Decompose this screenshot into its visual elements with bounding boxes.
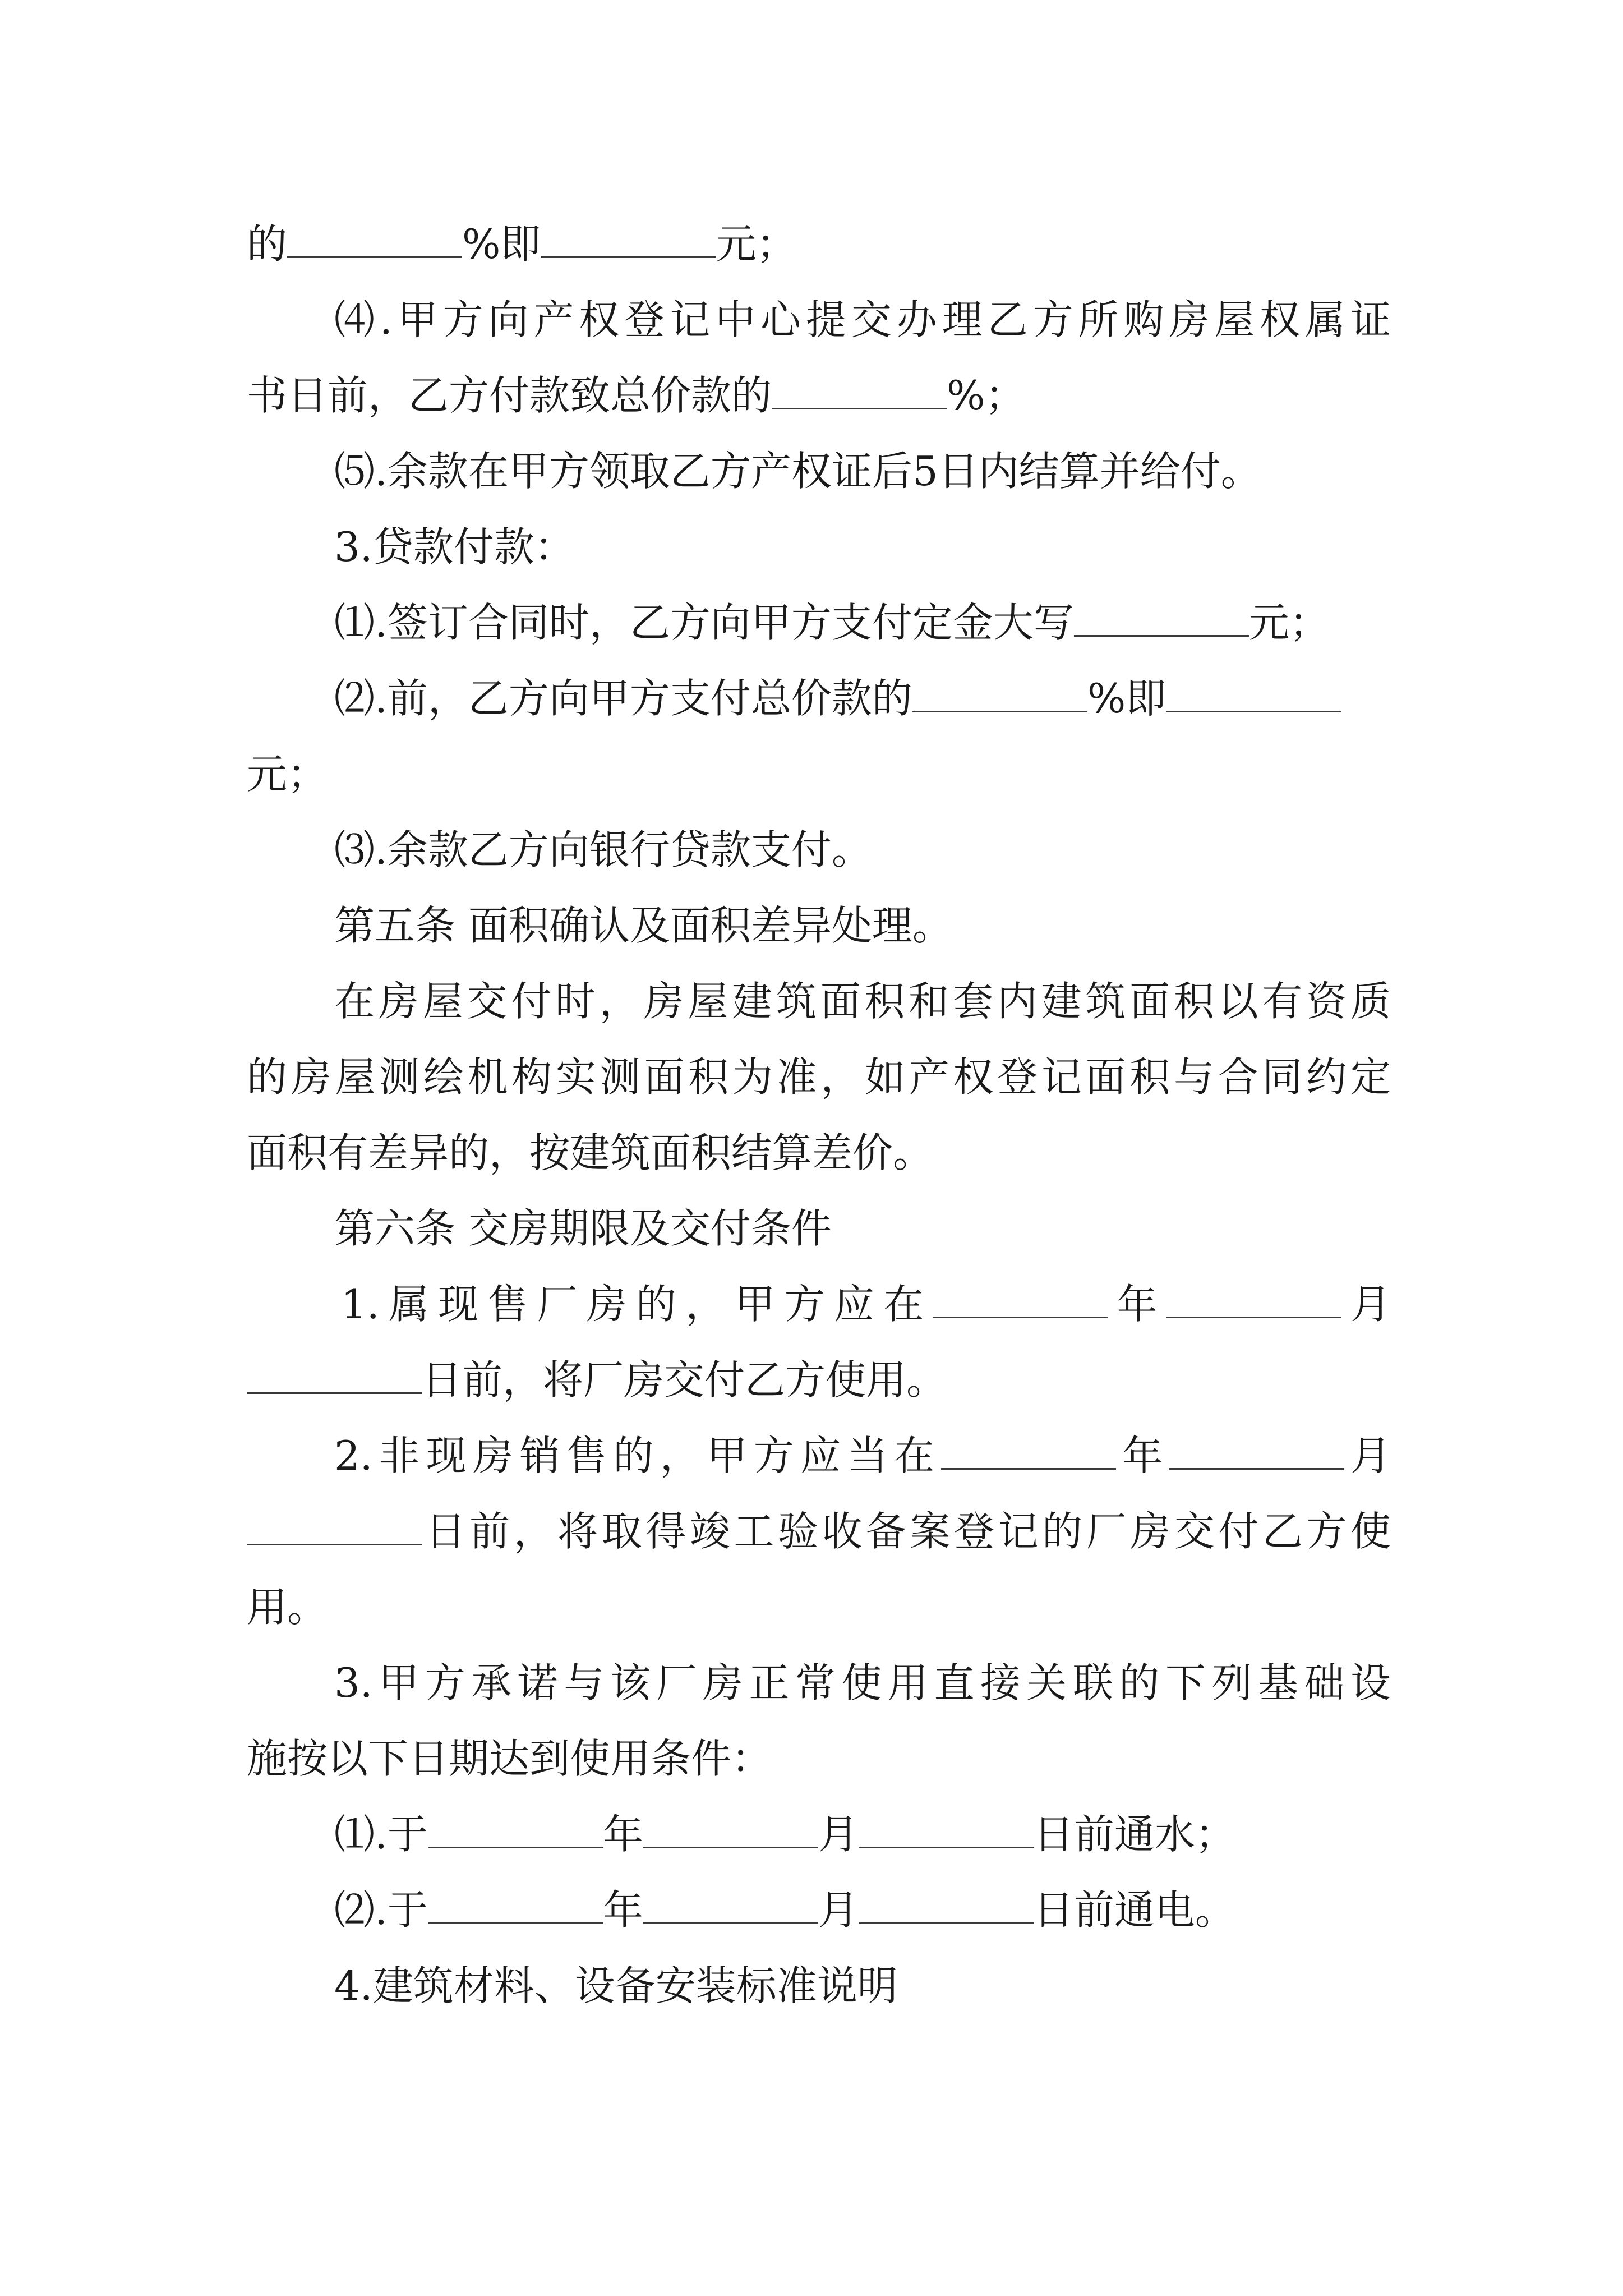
text-line-20: 3.甲方承诺与该厂房正常使用直接关联的下列基础设	[334, 1659, 1391, 1706]
blank-field[interactable]	[643, 1813, 818, 1848]
blank-field[interactable]	[772, 374, 947, 409]
article-6-heading: 第六条 交房期限及交付条件	[334, 1205, 832, 1252]
blank-field[interactable]	[428, 1889, 603, 1924]
blank-field[interactable]	[941, 1434, 1116, 1470]
blank-field[interactable]	[541, 223, 716, 258]
text-line-9: ⑶.余款乙方向银行贷款支付。	[334, 826, 872, 873]
text-line-4: ⑸.余款在甲方领取乙方产权证后5日内结算并给付。	[334, 448, 1261, 495]
blank-field[interactable]	[859, 1813, 1034, 1848]
blank-field[interactable]	[1074, 601, 1249, 637]
text-line-24: 4.建筑材料、设备安装标准说明	[334, 1962, 898, 2009]
text-line-5: 3.贷款付款：	[334, 523, 575, 570]
text-line-15: 1.属现售厂房的，甲方应在 年 月	[341, 1281, 1391, 1328]
text-line-19: 用。	[247, 1584, 328, 1631]
article-5-heading: 第五条 面积确认及面积差异处理。	[334, 902, 953, 949]
blank-field[interactable]	[912, 677, 1087, 712]
text-line-7: ⑵.前，乙方向甲方支付总价款的 %即	[334, 665, 1391, 732]
blank-field[interactable]	[859, 1889, 1034, 1924]
text-line-3: 书日前，乙方付款致总价款的 %；	[247, 372, 1026, 419]
text-line-16: 日前，将厂房交付乙方使用。	[247, 1346, 1391, 1414]
text-line-1: 的 %即 元；	[247, 220, 797, 268]
text-line-13: 面积有差异的，按建筑面积结算差价。	[247, 1129, 934, 1176]
text-line-22: ⑴.于 年 月 日前通水；	[334, 1811, 1235, 1858]
blank-field[interactable]	[1169, 1434, 1344, 1470]
text-line-21: 施按以下日期达到使用条件：	[247, 1735, 772, 1782]
blank-field[interactable]	[428, 1813, 603, 1848]
text-line-11: 在房屋交付时，房屋建筑面积和套内建筑面积以有资质	[334, 978, 1391, 1025]
text-line-17: 2.非现房销售的，甲方应当在 年 月	[334, 1432, 1391, 1479]
blank-field[interactable]	[933, 1283, 1108, 1318]
text-line-2: ⑷.甲方向产权登记中心提交办理乙方所购房屋权属证	[334, 296, 1391, 343]
text-line-8: 元；	[247, 751, 328, 798]
blank-field[interactable]	[1166, 677, 1341, 712]
blank-field[interactable]	[1166, 1283, 1341, 1318]
text-line-18: 日前，将取得竣工验收备案登记的厂房交付乙方使	[247, 1498, 1391, 1565]
blank-field[interactable]	[287, 223, 462, 258]
text-line-23: ⑵.于 年 月 日前通电。	[334, 1887, 1235, 1934]
text-line-6: ⑴.签订合同时，乙方向甲方支付定金大写 元；	[334, 599, 1330, 646]
blank-field[interactable]	[247, 1359, 422, 1394]
blank-field[interactable]	[643, 1889, 818, 1924]
text-line-12: 的房屋测绘机构实测面积为准，如产权登记面积与合同约定	[247, 1053, 1391, 1101]
blank-field[interactable]	[247, 1510, 422, 1545]
